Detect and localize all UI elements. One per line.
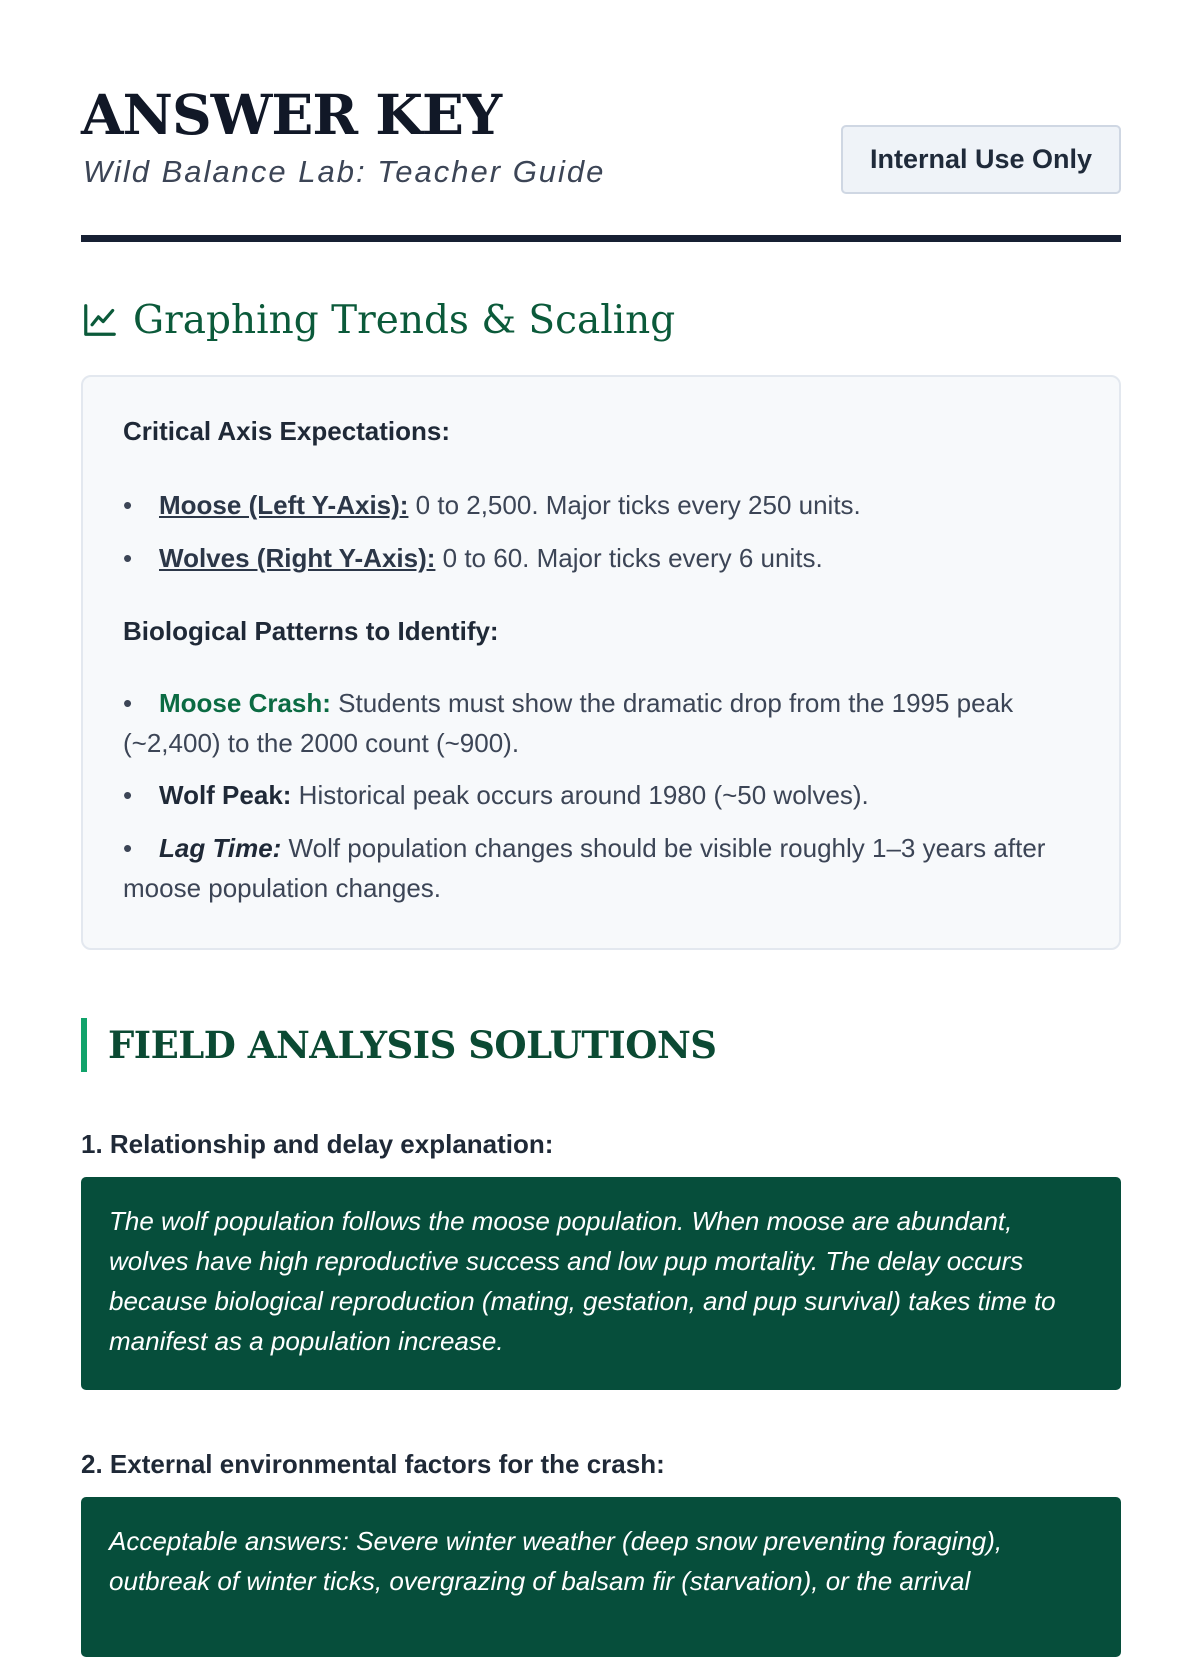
question-2: 2. External environmental factors for the crash: (81, 1449, 665, 1479)
axis-expectations-heading: Critical Axis Expectations: (123, 416, 451, 446)
item-text: 0 to 60. Major ticks every 6 units. (435, 543, 823, 573)
answer-2: Acceptable answers: Severe winter weather (deep snow preventing foraging), outbreak of winter ticks, overgrazing of balsam fir (starvation), or the arrival (81, 1497, 1121, 1657)
page-title: ANSWER KEY (81, 82, 502, 147)
question-1: 1. Relationship and delay explanation: (81, 1129, 554, 1159)
line-chart-icon (81, 301, 119, 339)
graphing-card (81, 375, 1121, 950)
bullet: • (123, 780, 133, 810)
item-text: Historical peak occurs around 1980 (~50 wolves). (291, 780, 869, 810)
item-text: 0 to 2,500. Major ticks every 250 units. (408, 490, 861, 520)
bullet: • (123, 543, 133, 573)
item-label: Moose (Left Y-Axis): (159, 490, 409, 520)
list-item (123, 683, 1078, 763)
internal-use-badge: Internal Use Only (841, 125, 1121, 194)
answer-1: The wolf population follows the moose population. When moose are abundant, wolves have high reproductive success and low pup mortality. The delay occurs because biological reproduction (mating, gestation, and pup survival) takes time to manifest as a population increase. (81, 1177, 1121, 1390)
page-subtitle: Wild Balance Lab: Teacher Guide (83, 154, 606, 189)
item-label: Wolves (Right Y-Axis): (159, 543, 436, 573)
item-label: Moose Crash: (159, 688, 331, 718)
solutions-section-heading: FIELD ANALYSIS SOLUTIONS (81, 1018, 717, 1072)
item-label: Wolf Peak: (159, 780, 292, 810)
list-item (123, 828, 1078, 908)
bullet: • (123, 688, 133, 718)
item-label: Lag Time: (159, 833, 282, 863)
item-text: Students must show the dramatic drop from the 1995 peak (~2,400) to the 2000 count (~900). (123, 688, 1014, 758)
patterns-heading: Biological Patterns to Identify: (123, 616, 499, 646)
list-item (123, 538, 1078, 578)
bullet: • (123, 490, 133, 520)
bullet: • (123, 833, 133, 863)
page-header (81, 80, 1121, 242)
graphing-heading-text: Graphing Trends & Scaling (133, 297, 676, 343)
graphing-section-heading (81, 292, 675, 348)
list-item (123, 485, 1078, 525)
list-item (123, 775, 1078, 815)
item-text: Wolf population changes should be visible roughly 1–3 years after moose population changes. (123, 833, 1046, 903)
